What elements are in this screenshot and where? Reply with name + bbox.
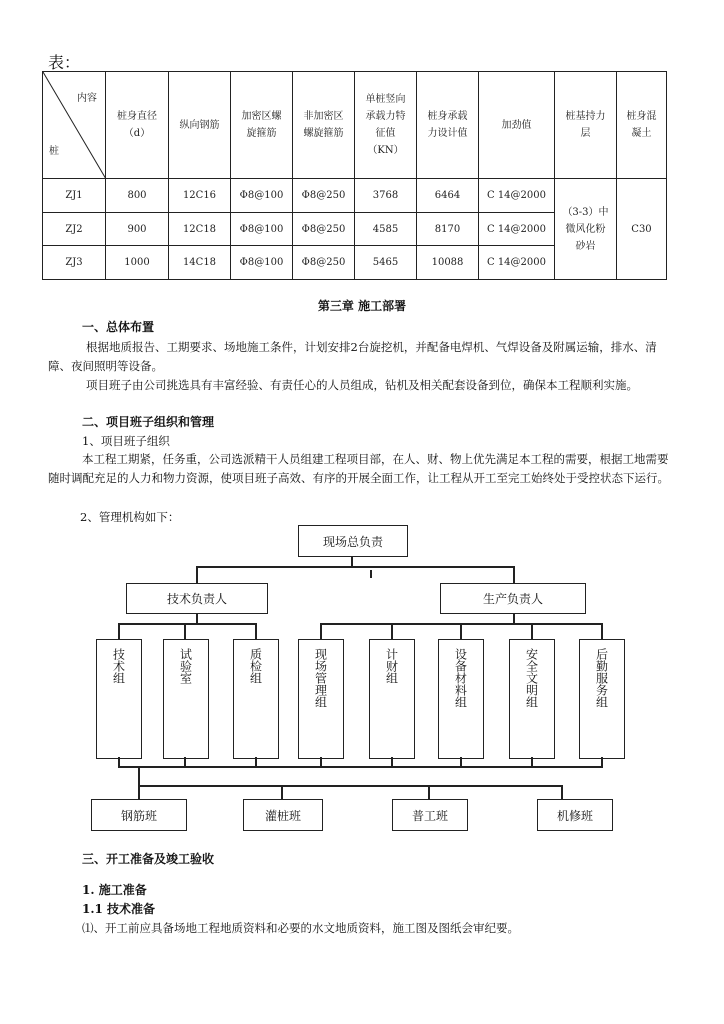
- pile-design-value: 8170: [417, 213, 479, 246]
- section-3-subtitle-1: 1. 施工准备: [82, 883, 147, 897]
- concrete-cell: C30: [617, 179, 667, 280]
- pile-dense-stirrup: Φ8@100: [231, 246, 293, 280]
- pile-parameter-table: [42, 71, 667, 280]
- header-corner-top: 内容: [77, 93, 97, 104]
- org-group-label: 试验室: [178, 648, 193, 684]
- org-team-box: 普工班: [392, 799, 468, 831]
- section-1-paragraph-1: 根据地质报告、工期要求、场地施工条件，计划安排2台旋挖机，并配备电焊机、气焊设备及附属运输，排水、清障、夜间照明等设备。: [48, 340, 657, 373]
- pile-dense-stirrup: Φ8@100: [231, 179, 293, 213]
- header-concrete: 桩身混凝土: [617, 72, 667, 179]
- org-group-label: 现场管理组: [313, 648, 328, 708]
- pile-stiffener: C 14@2000: [479, 213, 555, 246]
- header-dense-stirrup: 加密区螺旋箍筋: [231, 72, 293, 179]
- org-team-box: 灌桩班: [243, 799, 323, 831]
- chapter-title: 第三章 施工部署: [317, 299, 407, 313]
- pile-rebar: 12C16: [169, 179, 231, 213]
- table-caption: 表：: [48, 53, 81, 72]
- pile-diameter: 900: [106, 213, 169, 246]
- pile-capacity: 4585: [355, 213, 417, 246]
- pile-design-value: 6464: [417, 179, 479, 213]
- org-group-box: [509, 639, 555, 759]
- pile-capacity: 3768: [355, 179, 417, 213]
- section-2-subtitle-2: 2、管理机构如下：: [80, 510, 180, 524]
- header-corner: [43, 72, 106, 179]
- pile-design-value: 10088: [417, 246, 479, 280]
- org-group-box: [163, 639, 209, 759]
- section-1-paragraph-2: 项目班子由公司挑选具有丰富经验、有责任心的人员组成，钻机及相关配套设备到位，确保本工程顺利实施。: [86, 378, 638, 392]
- org-group-label: 后勤服务组: [594, 648, 609, 708]
- org-production-lead-box: 生产负责人: [440, 583, 586, 614]
- org-group-box: [579, 639, 625, 759]
- pile-sparse-stirrup: Φ8@250: [293, 246, 355, 280]
- org-group-box: [438, 639, 484, 759]
- pile-diameter: 800: [106, 179, 169, 213]
- section-3-subtitle-2: 1.1 技术准备: [82, 902, 156, 916]
- section-2-title: 二、项目班子组织和管理: [82, 415, 215, 429]
- bearing-layer-cell: （3-3）中微风化粉砂岩: [555, 179, 617, 280]
- section-1-title: 一、总体布置: [82, 320, 155, 334]
- pile-rebar: 14C18: [169, 246, 231, 280]
- pile-rebar: 12C18: [169, 213, 231, 246]
- pile-sparse-stirrup: Φ8@250: [293, 179, 355, 213]
- pile-sparse-stirrup: Φ8@250: [293, 213, 355, 246]
- header-rebar: 纵向钢筋: [169, 72, 231, 179]
- pile-id: ZJ1: [43, 179, 106, 213]
- org-group-box: [233, 639, 279, 759]
- org-team-box: 机修班: [537, 799, 613, 831]
- header-bearing-layer: 桩基持力层: [555, 72, 617, 179]
- pile-id: ZJ3: [43, 246, 106, 280]
- section-3-paragraph: ⑴、开工前应具备场地工程地质资料和必要的水文地质资料，施工图及图纸会审纪要。: [82, 921, 519, 935]
- header-diameter: 桩身直径（d）: [106, 72, 169, 179]
- org-group-label: 安全文明组: [524, 648, 539, 708]
- org-group-label: 计财组: [384, 648, 399, 684]
- org-group-label: 技术组: [111, 648, 126, 684]
- org-team-box: 钢筋班: [91, 799, 187, 831]
- table-row: [43, 179, 667, 213]
- org-group-label: 设备材料组: [453, 648, 468, 708]
- header-sparse-stirrup: 非加密区螺旋箍筋: [293, 72, 355, 179]
- org-group-box: [369, 639, 415, 759]
- pile-capacity: 5465: [355, 246, 417, 280]
- section-2-paragraph: 本工程工期紧，任务重，公司选派精干人员组建工程项目部，在人、财、物上优先满足本工程的需要，根据工地需要随时调配充足的人力和物力资源，使项目班子高效、有序的开展全面工作，让工程从开工至完工始终处于受控状态下运行。: [48, 452, 669, 485]
- pile-diameter: 1000: [106, 246, 169, 280]
- pile-stiffener: C 14@2000: [479, 246, 555, 280]
- org-group-box: [298, 639, 344, 759]
- pile-dense-stirrup: Φ8@100: [231, 213, 293, 246]
- header-capacity: 单桩竖向承载力特征值（KN）: [355, 72, 417, 179]
- header-stiffener: 加劲值: [479, 72, 555, 179]
- org-group-label: 质检组: [248, 648, 263, 684]
- org-tech-lead-box: 技术负责人: [126, 583, 268, 614]
- pile-stiffener: C 14@2000: [479, 179, 555, 213]
- org-group-box: [96, 639, 142, 759]
- org-top-box: 现场总负责: [298, 525, 408, 557]
- pile-id: ZJ2: [43, 213, 106, 246]
- header-design-value: 桩身承载力设计值: [417, 72, 479, 179]
- section-2-subtitle-1: 1、项目班子组织: [82, 434, 170, 448]
- header-corner-bottom: 桩: [49, 146, 59, 157]
- section-3-title: 三、开工准备及竣工验收: [82, 852, 215, 866]
